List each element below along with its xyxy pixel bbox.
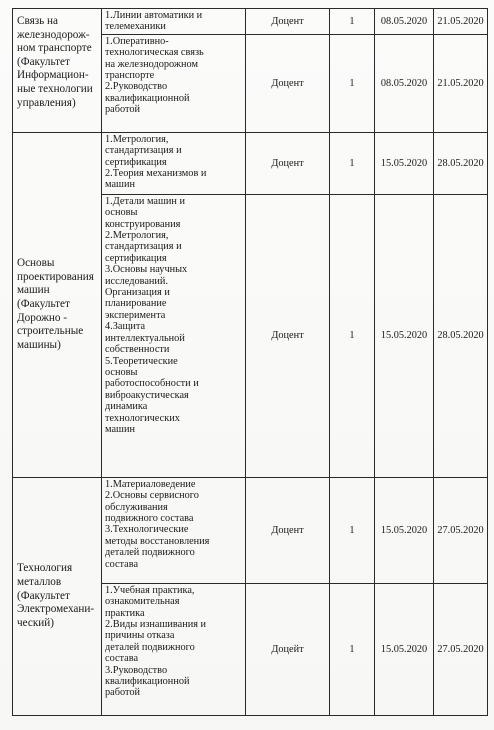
count-cell: 1 — [330, 9, 375, 35]
end-date-cell: 21.05.2020 — [434, 9, 488, 35]
position-cell: Доцент — [246, 34, 330, 132]
discipline-cell: 1.Метрология, стандартизация и сертификация 2.Теория механизмов и машин — [102, 132, 246, 194]
discipline-cell: 1.Линии автоматики и телемеханики — [102, 9, 246, 35]
position-cell: Доцент — [246, 132, 330, 194]
start-date-cell: 08.05.2020 — [375, 9, 434, 35]
table-row — [13, 132, 488, 194]
discipline-cell: 1.Детали машин и основы конструирования 2.Метрология, стандартизация и сертификация 3.Основы научных исследований. Организация и планирование эксперимента 4.Защита интеллектуальной собственности 5.Теоретические основы работоспособности и виброакустическая динамика технологических машин — [102, 194, 246, 477]
end-date-cell: 27.05.2020 — [434, 477, 488, 583]
end-date-cell: 27.05.2020 — [434, 583, 488, 715]
start-date-cell: 15.05.2020 — [375, 194, 434, 477]
discipline-cell: 1.Оперативно- технологическая связь на железнодорожном транспорте 2.Руководство квалификационной работой — [102, 34, 246, 132]
end-date-cell: 21.05.2020 — [434, 34, 488, 132]
department-cell: Основы проектирования машин (Факультет Дорожно - строительные машины) — [13, 132, 102, 477]
discipline-cell: 1.Материаловедение 2.Основы сервисного обслуживания подвижного состава 3.Технологические методы восстановления деталей подвижного состава — [102, 477, 246, 583]
count-cell: 1 — [330, 132, 375, 194]
position-cell: Доцейт — [246, 583, 330, 715]
start-date-cell: 15.05.2020 — [375, 583, 434, 715]
position-cell: Доцент — [246, 477, 330, 583]
table-row — [13, 477, 488, 583]
end-date-cell: 28.05.2020 — [434, 194, 488, 477]
table-row — [13, 9, 488, 35]
positions-table — [12, 8, 488, 716]
discipline-cell: 1.Учебная практика, ознакомительная практика 2.Виды изнашивания и причины отказа деталей подвижного состава 3.Руководство квалификационной работой — [102, 583, 246, 715]
end-date-cell: 28.05.2020 — [434, 132, 488, 194]
count-cell: 1 — [330, 194, 375, 477]
position-cell: Доцент — [246, 194, 330, 477]
start-date-cell: 15.05.2020 — [375, 132, 434, 194]
count-cell: 1 — [330, 477, 375, 583]
department-cell: Технология металлов (Факультет Электромехани- ческий) — [13, 477, 102, 715]
department-cell: Связь на железнодорож- ном транспорте (Факультет Информацион- ные технологии управления) — [13, 9, 102, 133]
count-cell: 1 — [330, 583, 375, 715]
count-cell: 1 — [330, 34, 375, 132]
start-date-cell: 15.05.2020 — [375, 477, 434, 583]
start-date-cell: 08.05.2020 — [375, 34, 434, 132]
position-cell: Доцент — [246, 9, 330, 35]
